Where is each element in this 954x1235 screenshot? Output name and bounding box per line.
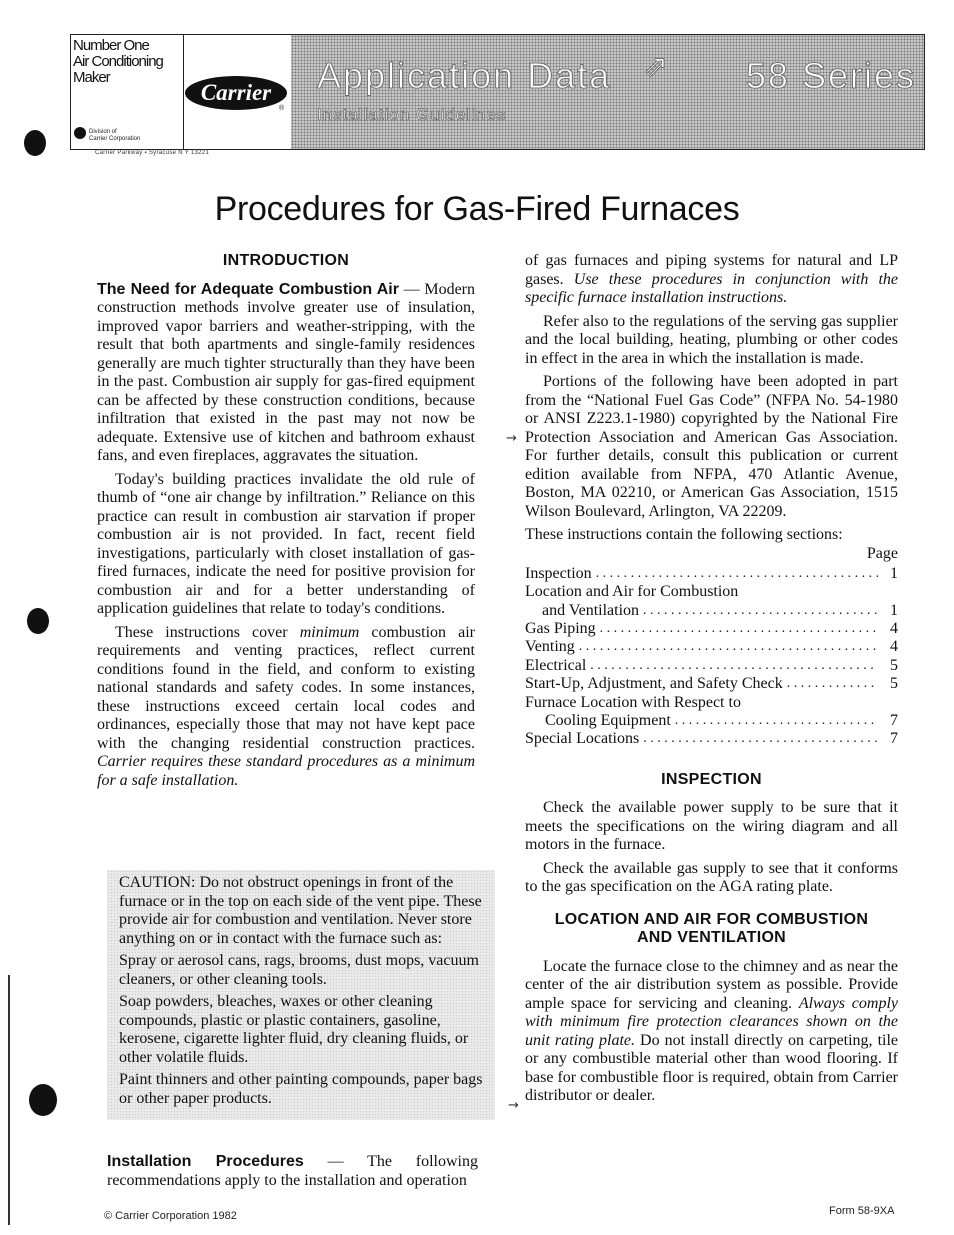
portions-paragraph: Portions of the following have been adopted in part from the “National Fuel Gas Code” (NFPA No. 54-1980 or ANSI Z223.1-1980) copyrighted by the National Fire Protection Association and American Gas Association. For further details, consult this publication or current edition available from NFPA, 470 Atlantic Avenue, Boston, MA 02210, or American Gas Association, 1515 Wilson Boulevard, Arlington, VA 22209. [525,373,898,520]
emphasis: minimum [299,623,360,641]
toc-label: Gas Piping [525,620,596,638]
toc-entry [525,712,898,730]
refer-paragraph: Refer also to the regulations of the serving gas supplier and the local building, heating, plumbing or other codes in effect in the area in which the installation is made. [525,312,898,367]
punch-hole-bottom [29,1084,57,1116]
minimum-requirements-paragraph [97,624,475,791]
continuation-paragraph [525,252,898,308]
text-run: Locate the furnace close to the chimney and as near the center of the air distribution system as possible. Provide ample space for servicing and cleaning. [525,957,898,1012]
margin-line [8,975,10,1225]
table-of-contents [525,565,898,749]
toc-leader [600,620,878,639]
toc-label: Electrical [525,656,587,674]
registered-mark: ® [279,105,285,112]
toc-page: 7 [890,730,898,748]
address: Carrier Parkway ▪ Syracuse N Y 13221 [95,150,210,156]
punch-hole-top [24,130,46,156]
location-heading-line: LOCATION AND AIR FOR COMBUSTION [554,910,869,928]
installation-body: — The following recommendations apply to the installation and operation [107,1153,478,1189]
toc-entry [525,602,898,620]
tagline [73,38,183,86]
toc-leader [675,712,878,731]
revision-arrow-icon: → [506,431,517,446]
introduction-heading: INTRODUCTION [222,252,350,269]
installation-heading: Installation Procedures [107,1153,304,1170]
toc-page: 1 [890,601,898,619]
tagline-line: Air Conditioning [73,53,163,70]
toc-label: Venting [525,638,575,656]
toc-leader [590,657,878,676]
caution-item: Spray or aerosol cans, rags, brooms, dust mops, vacuum cleaners, or other cleaning tools. [119,952,479,988]
toc-label: and Ventilation [542,601,640,619]
need-heading: The Need for Adequate Combustion Air [97,280,399,298]
carrier-logo: Carrier [185,76,287,110]
inspection-paragraph: Check the available power supply to be sure that it meets the specifications on the wiring diagram and all motors in the furnace. [525,799,898,854]
text-run: of gas furnaces and piping systems for natural and LP gases. [525,252,898,288]
toc-page-heading: Page [866,544,898,562]
toc-page: 1 [890,564,898,582]
toc-label: Inspection [525,564,592,582]
location-heading-line: AND VENTILATION [636,929,787,947]
toc-label: Location and Air for Combustion [525,583,739,601]
emphasis: Always comply with minimum fire protection clearances shown on the unit rating plate. [525,994,898,1049]
banner-title: Application Data [317,55,612,96]
caution-item: Paint thinners and other painting compounds, paper bags or other paper products. [119,1071,483,1107]
left-column [97,252,475,790]
bird-emblem-icon: ⇗ [643,49,669,84]
emphasis: Carrier requires these standard procedures as a minimum for a safe installation. [97,753,475,789]
sections-intro: These instructions contain the following sections: [525,526,843,543]
toc-leader [596,565,878,584]
toc-label: Start-Up, Adjustment, and Safety Check [525,675,783,693]
toc-entry [525,565,898,583]
caution-item: Soap powders, bleaches, waxes or other cleaning compounds, plastic or plastic containers, gasoline, kerosene, cigarette lighter fluid, dry cleaning fluids, or other volatile fluids. [119,993,469,1066]
toc-page: 7 [890,712,898,730]
installation-paragraph [107,1153,478,1190]
punch-hole-middle [27,608,49,634]
emphasis: Use these procedures in conjunction with the specific furnace installation instructions. [525,270,899,306]
banner-subtitle: Installation Guidelines [317,105,507,124]
need-paragraph [97,281,475,466]
tagline-line: Maker [73,69,110,86]
text-run: combustion air requirements and venting practices, reflect current conditions found in the field, and conform to existing national standards and safety codes. In some instances, these instructions exceed certain local codes and ordinances, especially those that may not have kept pace with the changing residential construction practices. [97,623,475,752]
toc-entry [525,583,898,601]
installation-procedures-block [107,1153,478,1190]
toc-page: 4 [890,638,898,656]
toc-leader [579,638,878,657]
inspection-heading: INSPECTION [661,770,762,788]
toc-leader [643,730,878,749]
location-paragraph [525,958,898,1106]
toc-leader [643,602,878,621]
page-title: Procedures for Gas-Fired Furnaces [214,190,740,228]
banner [291,35,924,149]
toc-label: Furnace Location with Respect to [525,693,741,711]
corporation-logo-icon [74,127,86,139]
division-note [75,129,140,143]
toc-entry [525,675,898,693]
toc-entry [525,620,898,638]
tagline-line: Number One [73,37,149,54]
need-dash: — [398,280,425,298]
revision-arrow-icon: → [508,1098,519,1113]
inspection-paragraph: Check the available gas supply to see that it conforms to the gas specification on the AGA rating plate. [525,859,898,896]
toc-label: Cooling Equipment [545,712,671,730]
banner-series: 58 Series [745,55,916,96]
location-heading [525,911,898,948]
brand-box [71,35,184,149]
copyright: © Carrier Corporation 1982 [104,1210,237,1222]
letterhead [70,34,925,150]
caution-box [107,870,495,1120]
toc-page: 5 [890,656,898,674]
building-practices-paragraph: Today's building practices invalidate the old rule of thumb of “one air change by infiltration.” Reliance on this practice can result in combustion air starvation if proper combustion air is not provided. In fact, recent field investigations, particularly with closet installation of gas-fired furnaces, indicate the need for positive provision for combustion air and for a better understanding of application guidelines that relate to today's conditions. [97,470,475,617]
caution-text: CAUTION: Do not obstruct openings in front of the furnace or in the top on each side of the vent pipe. These provide air for combustion and ventilation. Never store anything on or in contact with the furnace such as: [119,874,482,947]
toc-entry [525,731,898,749]
division-line: Carrier Corporation [89,136,141,142]
toc-entry [525,639,898,657]
division-line: Division of [89,129,117,135]
right-column [525,252,898,1106]
toc-leader [787,675,878,694]
form-number: Form 58-9XA [829,1205,895,1217]
toc-page: 4 [890,620,898,638]
text-run: Do not install directly on carpeting, tile or any combustible material other than wood flooring. If base for combustible floor is required, obtain from Carrier distributor or dealer. [525,1031,899,1105]
need-body: Modern construction methods involve greater use of insulation, improved vapor barriers and weather-stripping, with the result that both apartments and single-family residences generally are much tighter structurally than they have been in the past. Combustion air supply for gas-fired equipment can be affected by these construction conditions, because infiltration that existed in the past may not now be adequate. Extensive use of kitchen and bathroom exhaust fans, and even fireplaces, aggravates the situation. [97,280,475,464]
toc-entry [525,694,898,712]
toc-page: 5 [890,675,898,693]
toc-entry [525,657,898,675]
text-run: These instructions cover [115,623,300,641]
toc-label: Special Locations [525,730,640,748]
